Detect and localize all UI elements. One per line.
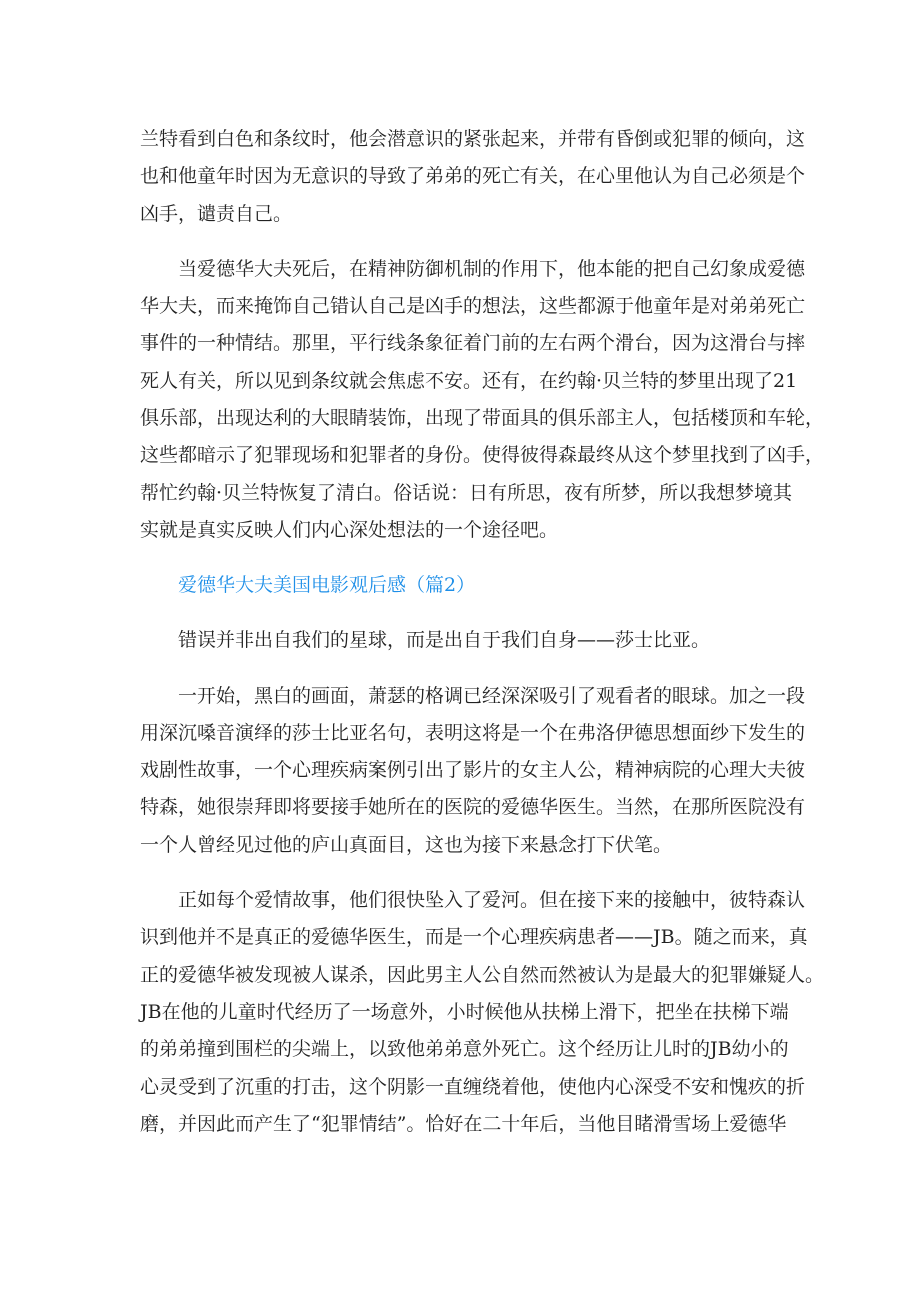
text-line: 一个人曾经见过他的庐山真面目，这也为接下来悬念打下伏笔。 <box>140 833 673 856</box>
text-line: 的弟弟撞到围栏的尖端上，以致他弟弟意外死亡。这个经历让儿时的JB幼小的 <box>140 1038 789 1061</box>
text-line: 这些都暗示了犯罪现场和犯罪者的身份。使得彼得森最终从这个梦里找到了凶手， <box>140 444 825 467</box>
text-line: 戏剧性故事，一个心理疾病案例引出了影片的女主人公，精神病院的心理大夫彼 <box>140 759 806 782</box>
text-line: 死人有关，所以见到条纹就会焦虑不安。还有，在约翰·贝兰特的梦里出现了21 <box>140 369 798 392</box>
text-line: 一开始，黑白的画面，萧瑟的格调已经深深吸引了观看者的眼球。加之一段 <box>178 684 806 707</box>
paragraph <box>140 251 825 549</box>
paragraph <box>140 622 780 659</box>
paragraph <box>140 678 806 864</box>
text-line: 事件的一种情结。那里，平行线条象征着门前的左右两个滑台，因为这滑台与摔 <box>140 332 806 355</box>
text-line: 错误并非出自我们的星球，而是出自于我们自身——莎士比亚。 <box>178 629 711 652</box>
text-line: 心灵受到了沉重的打击，这个阴影一直缠绕着他，使他内心深受不安和愧疚的折 <box>140 1075 806 1098</box>
text-line: 凶手，谴责自己。 <box>140 202 293 225</box>
text-line: 当爱德华大夫死后，在精神防御机制的作用下，他本能的把自己幻象成爱德 <box>178 257 806 280</box>
text-line: 磨，并因此而产生了“犯罪情结”。恰好在二十年后，当他目睹滑雪场上爱德华 <box>140 1112 787 1135</box>
text-line: 华大夫，而来掩饰自己错认自己是凶手的想法，这些都源于他童年是对弟弟死亡 <box>140 295 806 318</box>
text-line: 也和他童年时因为无意识的导致了弟弟的死亡有关，在心里他认为自己必须是个 <box>140 165 806 188</box>
text-line: 识到他并不是真正的爱德华医生，而是一个心理疾病患者——JB。随之而来，真 <box>140 926 808 949</box>
text-line: 帮忙约翰·贝兰特恢复了清白。俗话说：日有所思，夜有所梦，所以我想梦境其 <box>140 481 793 504</box>
text-line: 正的爱德华被发现被人谋杀，因此男主人公自然而然被认为是最大的犯罪嫌疑人。 <box>140 963 825 986</box>
text-line: JB在他的儿童时代经历了一场意外，小时候他从扶梯上滑下，把坐在扶梯下端 <box>140 1000 789 1023</box>
text-line: 特森，她很崇拜即将要接手她所在的医院的爱德华医生。当然，在那所医院没有 <box>140 796 806 819</box>
text-line: 兰特看到白色和条纹时，他会潜意识的紧张起来，并带有昏倒或犯罪的倾向，这 <box>140 128 806 150</box>
section-heading: 爱德华大夫美国电影观后感（篇2） <box>178 574 476 597</box>
document-body <box>140 121 825 1161</box>
paragraph <box>140 882 825 1143</box>
text-line: 用深沉嗓音演绎的莎士比亚名句，表明这将是一个在弗洛伊德思想面纱下发生的 <box>140 721 806 744</box>
paragraph <box>140 121 806 233</box>
text-line: 俱乐部，出现达利的大眼睛装饰，出现了带面具的俱乐部主人，包括楼顶和车轮， <box>140 407 825 430</box>
text-line: 实就是真实反映人们内心深处想法的一个途径吧。 <box>140 518 559 541</box>
text-line: 正如每个爱情故事，他们很快坠入了爱河。但在接下来的接触中，彼特森认 <box>178 889 806 912</box>
